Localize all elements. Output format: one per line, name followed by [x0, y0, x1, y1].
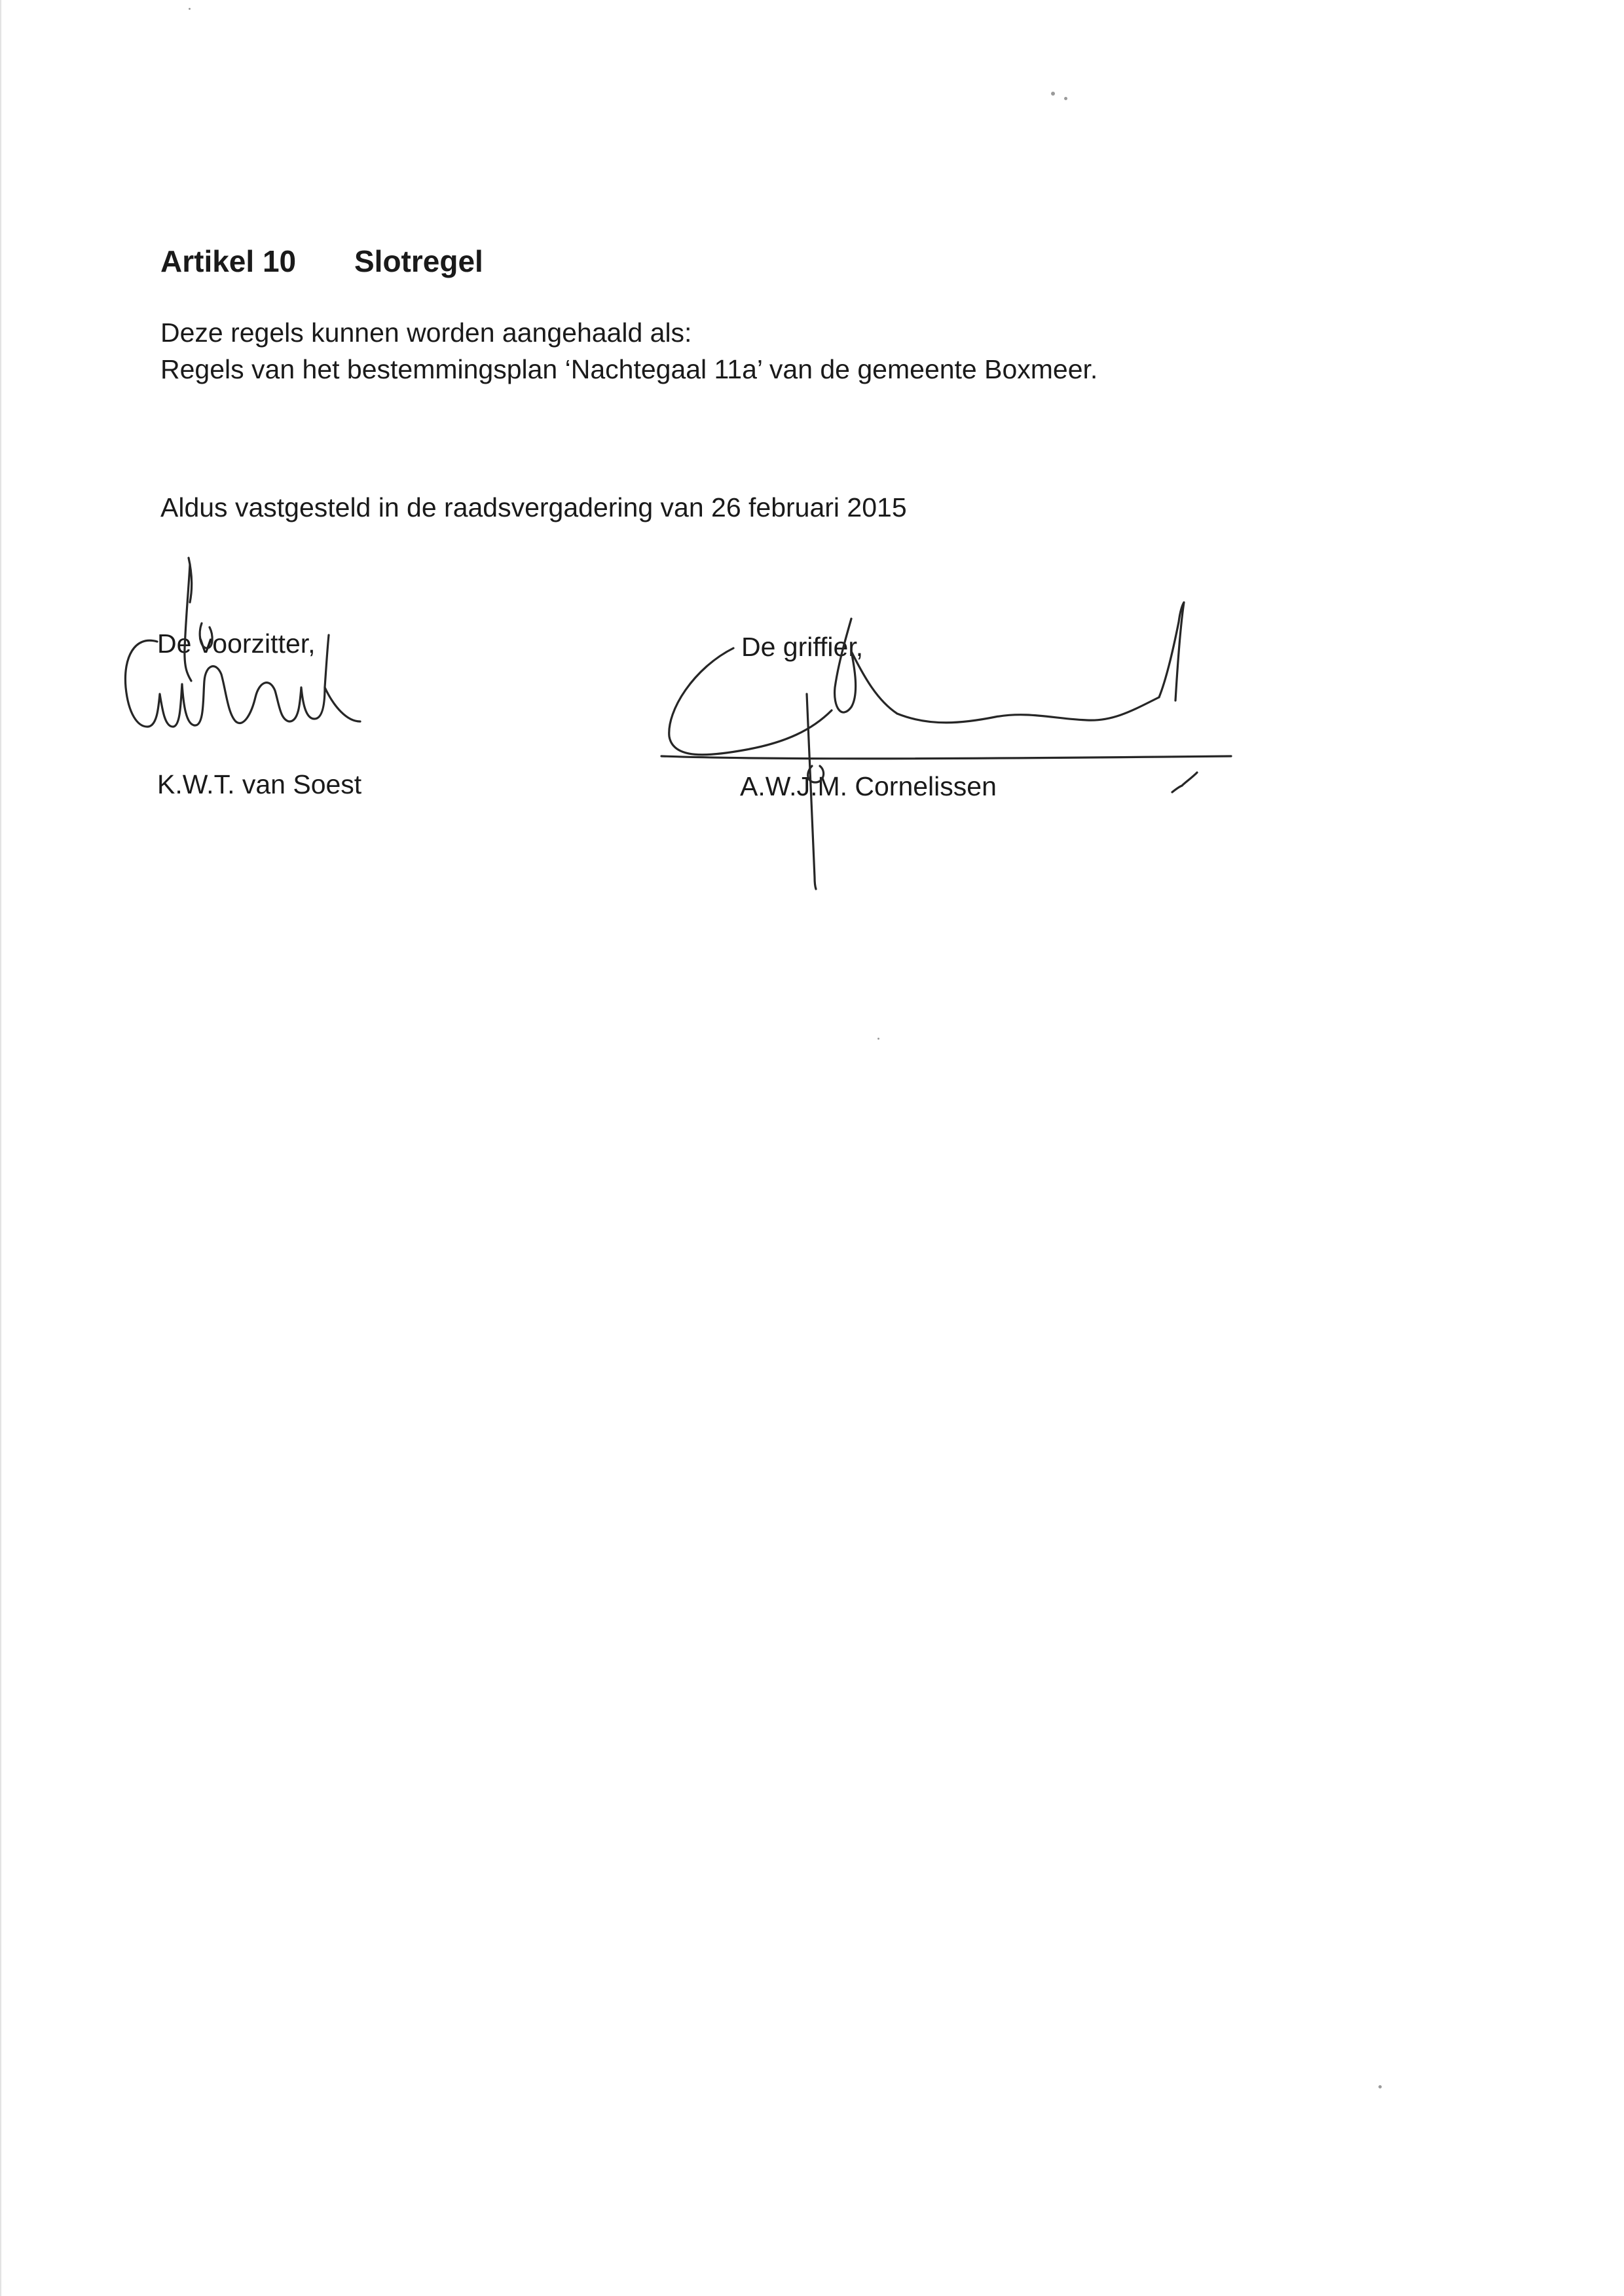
- clerk-name: A.W.J.M. Cornelissen: [740, 771, 997, 801]
- article-number: Artikel 10: [160, 244, 297, 278]
- scan-speck: [1378, 2085, 1382, 2088]
- scan-speck: [189, 8, 191, 10]
- chair-signature: [118, 550, 419, 773]
- article-heading: [160, 244, 483, 279]
- scan-speck: [1051, 92, 1055, 96]
- citation-intro: Deze regels kunnen worden aangehaald als:: [160, 318, 692, 348]
- scan-edge-shadow: [0, 0, 2, 2296]
- chair-name: K.W.T. van Soest: [157, 769, 362, 799]
- chair-label: De voorzitter,: [157, 629, 316, 659]
- scan-speck: [1064, 97, 1067, 100]
- citation-title: Regels van het bestemmingsplan ‘Nachtegaal 11a’ van de gemeente Boxmeer.: [160, 354, 1098, 384]
- article-title: Slotregel: [354, 244, 483, 278]
- scan-speck: [877, 1038, 879, 1040]
- clerk-label: De griffier,: [741, 632, 864, 662]
- adoption-statement: Aldus vastgesteld in de raadsvergadering van 26 februari 2015: [160, 492, 907, 522]
